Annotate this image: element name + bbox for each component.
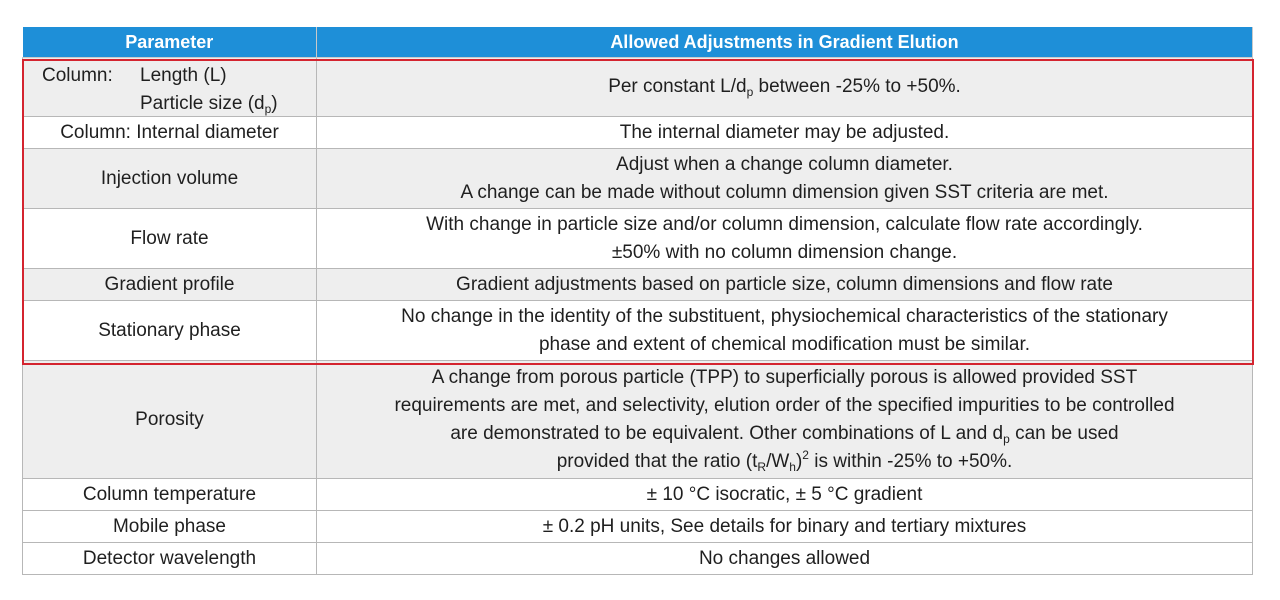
- column-label: Column:: [42, 65, 113, 86]
- table-row: [23, 479, 1253, 511]
- adj-stationary-phase: No change in the identity of the substituent, physiochemical characteristics of the stationary phase and extent of chemical modification must be similar.: [317, 301, 1253, 361]
- table-row: [23, 361, 1253, 479]
- particle-size-label: Particle size $(d_p)$: [140, 93, 278, 116]
- param-injection-volume: Injection volume: [23, 149, 317, 209]
- gradient-elution-adjustments-table: [22, 27, 1253, 575]
- adj-injection-volume: Adjust when a change column diameter. A change can be made without column dimension given SST criteria are met.: [317, 149, 1253, 209]
- adj-porosity: A change from porous particle (TPP) to superficially porous is allowed provided SST requirements are met, and selectivity, elution order of the specified impurities to be controlled are demonstrated to be equivalent. Other combinations of L and $d_p$ can be used provided that the ratio $(t_R/W_h)^2$ is within -25% to +50%.: [317, 361, 1253, 479]
- table-row: [23, 209, 1253, 269]
- param-detector-wavelength: Detector wavelength: [23, 543, 317, 575]
- table-row: [23, 149, 1253, 209]
- adj-gradient-profile: Gradient adjustments based on particle size, column dimensions and flow rate: [317, 269, 1253, 301]
- param-porosity: Porosity: [23, 361, 317, 479]
- adj-mobile-phase: ± 0.2 pH units, See details for binary and tertiary mixtures: [317, 511, 1253, 543]
- adjustments-table-container: [22, 27, 1252, 575]
- table-row: [23, 269, 1253, 301]
- header-parameter: Parameter: [23, 27, 317, 58]
- param-column-temperature: Column temperature: [23, 479, 317, 511]
- adj-detector-wavelength: No changes allowed: [317, 543, 1253, 575]
- param-column-length-particle: [23, 58, 317, 117]
- table-row: [23, 543, 1253, 575]
- table-row: [23, 58, 1253, 117]
- adj-flow-rate: With change in particle size and/or column dimension, calculate flow rate accordingly. ±50% with no column dimension change.: [317, 209, 1253, 269]
- table-row: [23, 301, 1253, 361]
- table-header-row: [23, 27, 1253, 58]
- table-row: [23, 117, 1253, 149]
- param-gradient-profile: Gradient profile: [23, 269, 317, 301]
- param-internal-diameter: Column: Internal diameter: [23, 117, 317, 149]
- param-flow-rate: Flow rate: [23, 209, 317, 269]
- length-label: Length (L): [140, 65, 227, 86]
- param-stationary-phase: Stationary phase: [23, 301, 317, 361]
- adj-column-length-particle: Per constant $L/d_p$ between -25% to +50%.: [317, 58, 1253, 117]
- adj-internal-diameter: The internal diameter may be adjusted.: [317, 117, 1253, 149]
- header-allowed-adjustments: Allowed Adjustments in Gradient Elution: [317, 27, 1253, 58]
- param-mobile-phase: Mobile phase: [23, 511, 317, 543]
- table-row: [23, 511, 1253, 543]
- adj-column-temperature: ± 10 °C isocratic, ± 5 °C gradient: [317, 479, 1253, 511]
